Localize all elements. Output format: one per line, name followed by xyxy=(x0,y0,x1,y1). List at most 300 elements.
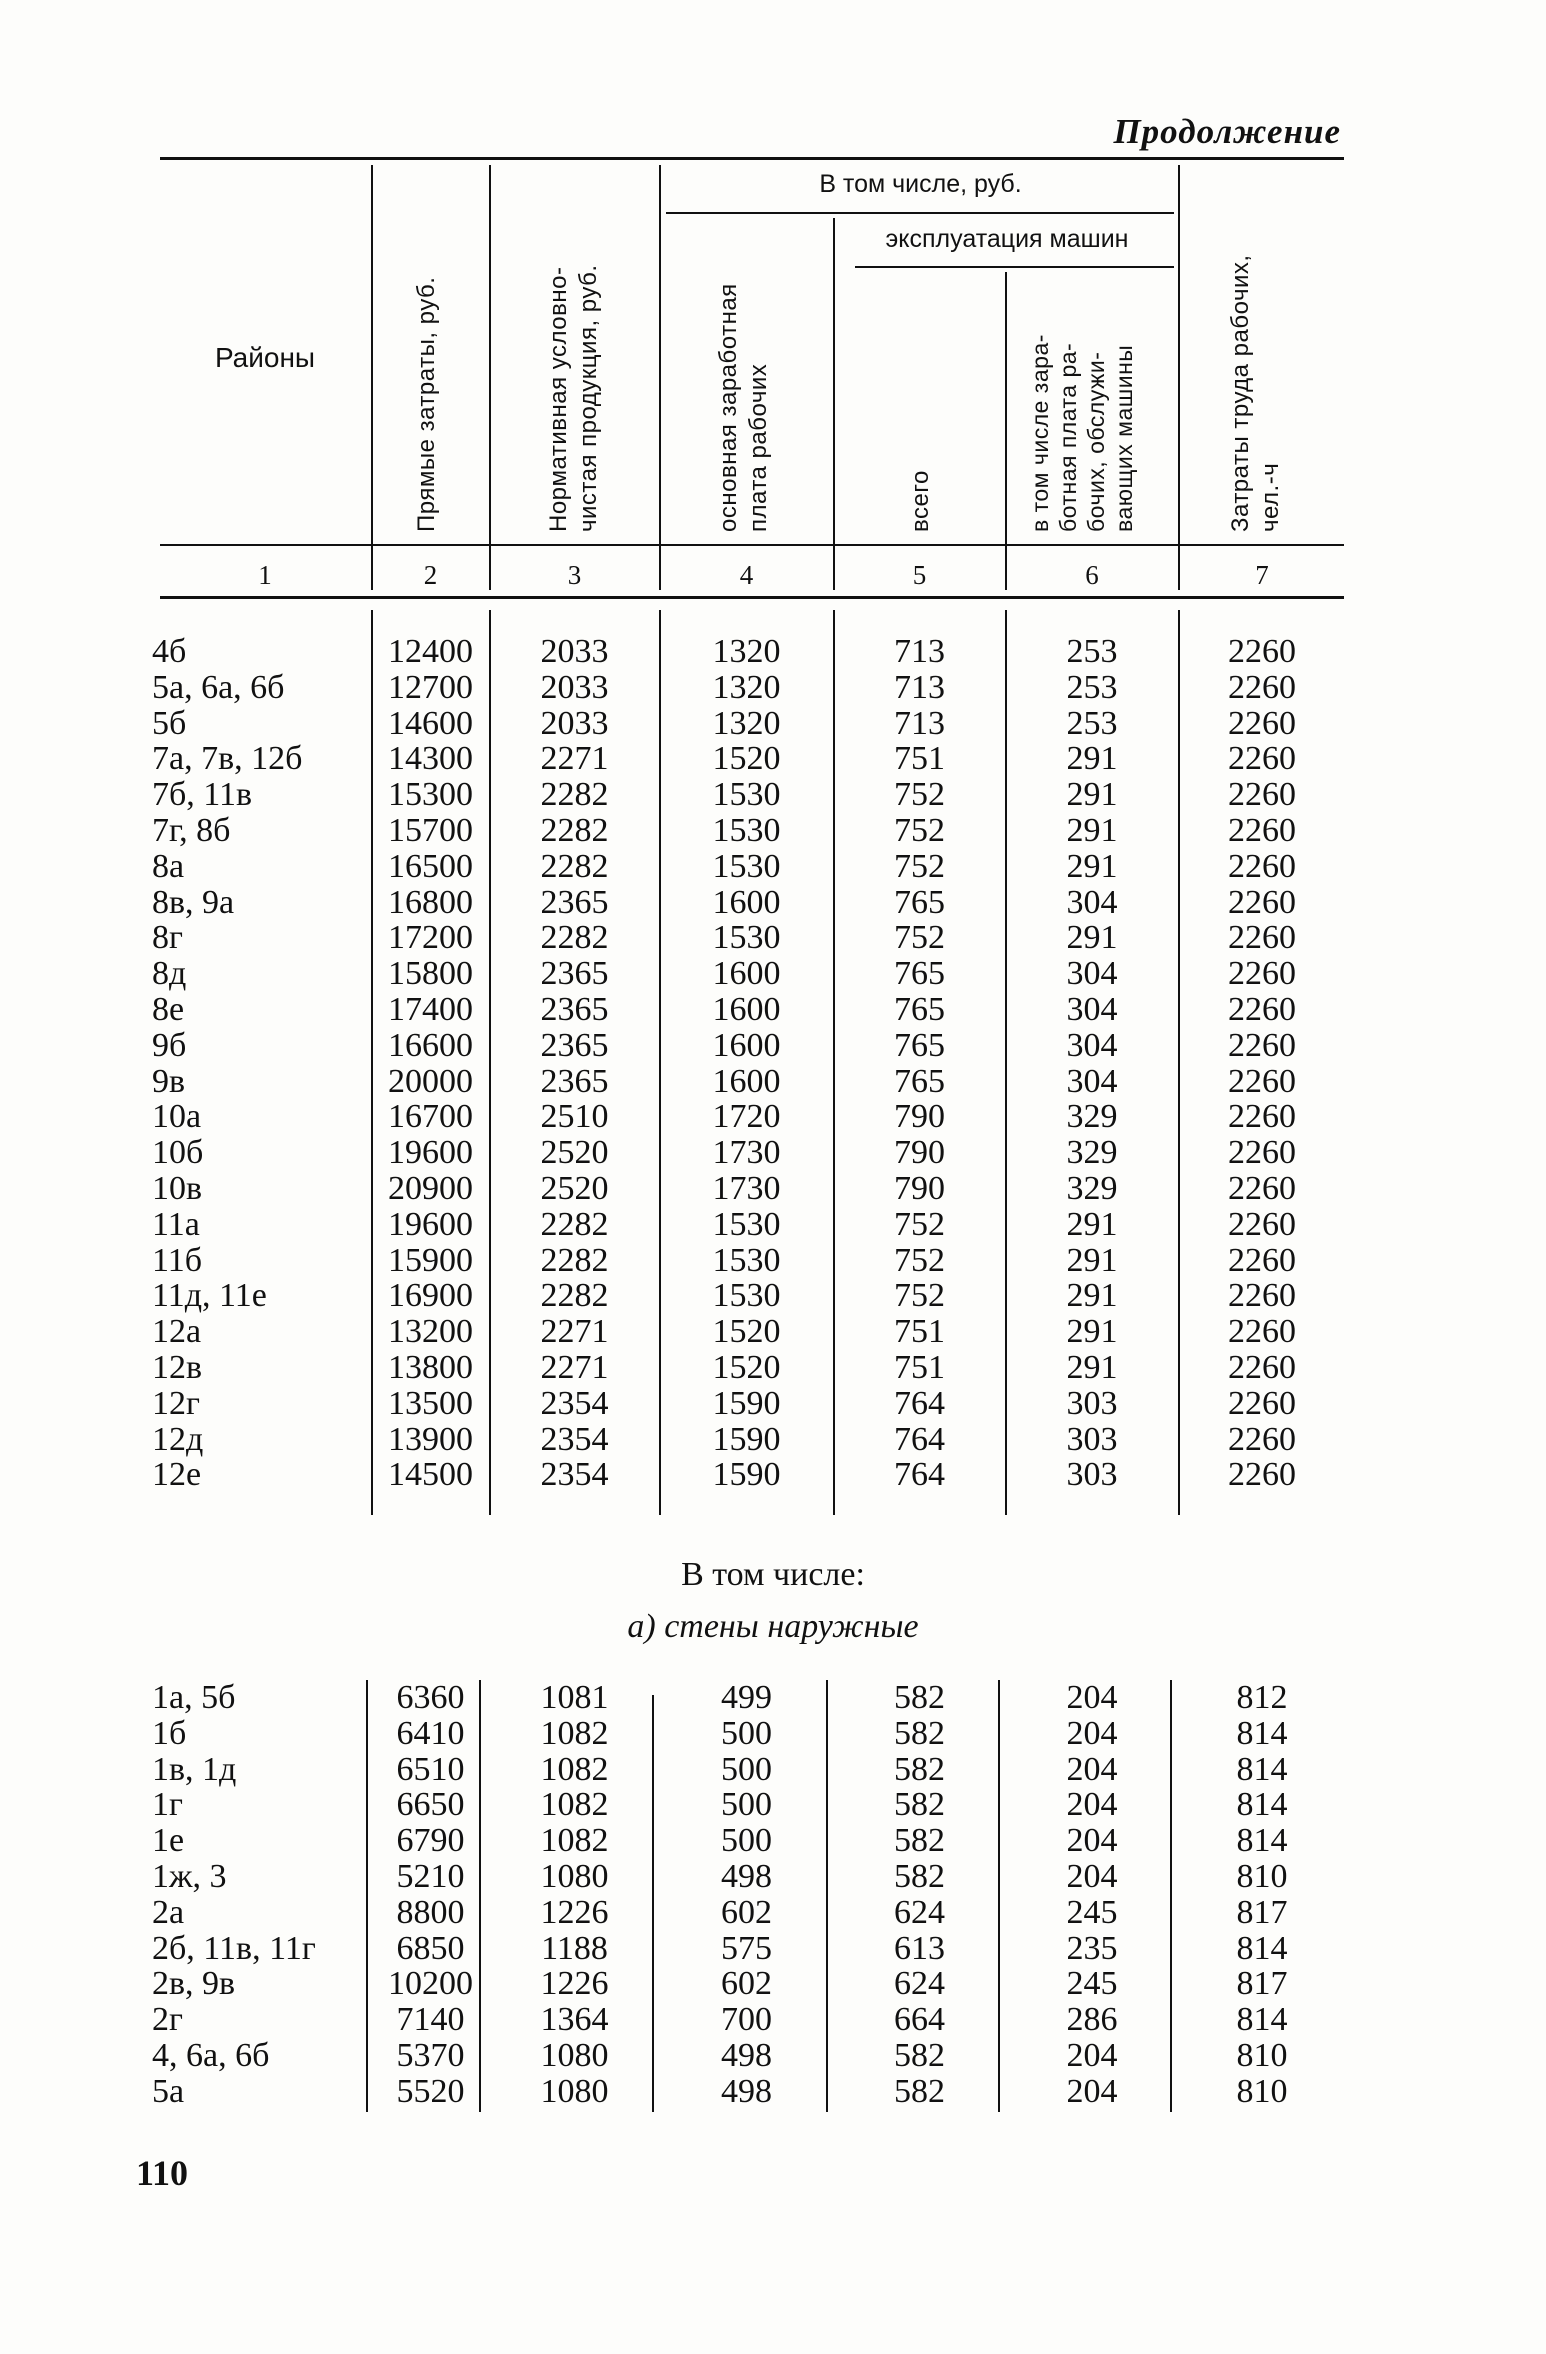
cell-region: 12г xyxy=(152,1384,200,1422)
cell-direct-costs: 16600 xyxy=(388,1026,473,1064)
cell-machine-total: 752 xyxy=(894,919,945,957)
cell-machine-total: 752 xyxy=(894,1205,945,1243)
cell-labor-costs: 814 xyxy=(1236,1822,1288,1860)
cell-direct-costs: 16800 xyxy=(388,883,473,921)
table-row xyxy=(0,2074,1546,2110)
cell-direct-costs: 17200 xyxy=(388,919,473,957)
cell-base-wages: 1590 xyxy=(712,1420,781,1458)
col-divider-4 xyxy=(833,218,835,590)
header-regions: Районы xyxy=(214,342,316,373)
cell-labor-costs: 814 xyxy=(1236,1714,1288,1752)
cell-region: 12д xyxy=(152,1420,204,1458)
cell-normative-product: 1081 xyxy=(540,1679,609,1716)
cell-labor-costs: 2260 xyxy=(1228,1420,1296,1458)
cell-labor-costs: 2260 xyxy=(1228,1349,1296,1386)
cell-region: 10б xyxy=(152,1134,204,1172)
cell-labor-costs: 2260 xyxy=(1228,1134,1296,1172)
cell-direct-costs: 13800 xyxy=(388,1349,473,1386)
table-row xyxy=(0,885,1546,921)
cell-direct-costs: 8800 xyxy=(396,1893,465,1931)
cell-machine-total: 624 xyxy=(894,1965,945,2003)
page-number: 110 xyxy=(136,2153,189,2193)
cell-labor-costs: 814 xyxy=(1236,1786,1288,1824)
table-row xyxy=(0,1680,1546,1716)
cell-base-wages: 1530 xyxy=(712,1241,781,1279)
column-number: 4 xyxy=(739,560,754,590)
table-row xyxy=(0,1823,1546,1859)
cell-machine-wages: 245 xyxy=(1066,1965,1118,2003)
cell-labor-costs: 2260 xyxy=(1228,812,1296,849)
cell-region: 10а xyxy=(152,1098,202,1136)
cell-base-wages: 498 xyxy=(721,1858,772,1895)
cell-machine-total: 765 xyxy=(894,991,945,1028)
cell-normative-product: 1082 xyxy=(540,1750,609,1788)
cell-base-wages: 1590 xyxy=(712,1456,781,1494)
cell-direct-costs: 14300 xyxy=(388,740,473,778)
table-row xyxy=(0,1787,1546,1823)
table-row xyxy=(0,1895,1546,1931)
cell-normative-product: 2282 xyxy=(540,812,609,849)
cell-machine-total: 751 xyxy=(894,740,945,778)
cell-machine-total: 582 xyxy=(894,2072,945,2110)
cell-machine-total: 582 xyxy=(894,1714,945,1752)
header-machine-operation: эксплуатация машин xyxy=(885,225,1129,253)
cell-normative-product: 2282 xyxy=(540,847,609,885)
cell-labor-costs: 810 xyxy=(1236,1858,1288,1895)
cell-base-wages: 1530 xyxy=(712,847,781,885)
cell-base-wages: 575 xyxy=(721,1929,772,1967)
cell-region: 7б, 11в xyxy=(152,776,253,814)
table-row xyxy=(0,956,1546,992)
header-total: всего xyxy=(907,470,934,532)
cell-labor-costs: 2260 xyxy=(1228,955,1296,993)
cell-normative-product: 2365 xyxy=(540,883,609,921)
table-row xyxy=(0,706,1546,742)
table-row xyxy=(0,1207,1546,1243)
table-row xyxy=(0,2002,1546,2038)
cell-normative-product: 2510 xyxy=(540,1098,609,1136)
cell-labor-costs: 2260 xyxy=(1228,1098,1296,1136)
cell-direct-costs: 15900 xyxy=(388,1241,473,1279)
cell-base-wages: 1600 xyxy=(712,991,781,1028)
cell-direct-costs: 16500 xyxy=(388,847,473,885)
column-number: 3 xyxy=(567,560,582,590)
table-row xyxy=(0,2038,1546,2074)
cell-labor-costs: 2260 xyxy=(1228,1062,1296,1100)
cell-direct-costs: 10200 xyxy=(388,1965,473,2003)
cell-machine-wages: 291 xyxy=(1066,812,1118,849)
cell-machine-total: 764 xyxy=(894,1456,945,1494)
cell-machine-wages: 291 xyxy=(1066,1241,1118,1279)
cell-region: 8д xyxy=(152,955,187,993)
cell-labor-costs: 2260 xyxy=(1228,919,1296,957)
header-bottom-rule xyxy=(160,544,1344,546)
cell-labor-costs: 814 xyxy=(1236,1929,1288,1967)
col-divider-3 xyxy=(659,165,661,590)
cell-direct-costs: 14500 xyxy=(388,1456,473,1494)
cell-region: 7а, 7в, 12б xyxy=(152,740,303,778)
cell-direct-costs: 19600 xyxy=(388,1134,473,1172)
table-row xyxy=(0,741,1546,777)
cell-machine-wages: 204 xyxy=(1066,2072,1118,2110)
cell-region: 1е xyxy=(152,1822,185,1860)
cell-labor-costs: 2260 xyxy=(1228,1313,1296,1351)
column-numbers-rule xyxy=(160,596,1344,599)
col-divider-1 xyxy=(371,165,373,590)
table-row xyxy=(0,1966,1546,2002)
table-row xyxy=(0,1859,1546,1895)
cell-labor-costs: 2260 xyxy=(1228,883,1296,921)
cell-base-wages: 1530 xyxy=(712,1205,781,1243)
cell-base-wages: 602 xyxy=(721,1965,772,2003)
cell-machine-total: 765 xyxy=(894,955,945,993)
col-divider-2 xyxy=(489,165,491,590)
column-number: 7 xyxy=(1255,560,1269,590)
col-divider-6 xyxy=(1178,165,1180,590)
cell-normative-product: 1080 xyxy=(540,2037,609,2074)
machine-rule xyxy=(855,266,1174,268)
cell-labor-costs: 2260 xyxy=(1228,1456,1296,1494)
cell-machine-total: 752 xyxy=(894,776,945,814)
cell-region: 5б xyxy=(152,704,187,742)
cell-labor-costs: 814 xyxy=(1236,1750,1288,1788)
cell-base-wages: 1530 xyxy=(712,919,781,957)
cell-machine-total: 582 xyxy=(894,1679,945,1716)
cell-machine-total: 713 xyxy=(894,633,945,670)
cell-base-wages: 1730 xyxy=(712,1170,781,1207)
cell-region: 8г xyxy=(152,919,183,957)
cell-machine-total: 765 xyxy=(894,883,945,921)
cell-base-wages: 1320 xyxy=(712,633,781,670)
cell-region: 5а xyxy=(152,2072,185,2110)
cell-machine-total: 664 xyxy=(894,2001,945,2039)
cell-region: 5а, 6а, 6б xyxy=(152,668,285,706)
cell-labor-costs: 2260 xyxy=(1228,1241,1296,1279)
cell-normative-product: 2365 xyxy=(540,1026,609,1064)
cell-normative-product: 2354 xyxy=(540,1456,609,1494)
cell-machine-total: 752 xyxy=(894,1277,945,1315)
cell-normative-product: 2282 xyxy=(540,1241,609,1279)
cell-machine-wages: 245 xyxy=(1066,1893,1118,1931)
cell-normative-product: 1082 xyxy=(540,1714,609,1752)
cell-normative-product: 2282 xyxy=(540,919,609,957)
cell-machine-total: 752 xyxy=(894,812,945,849)
cell-direct-costs: 15800 xyxy=(388,955,473,993)
cell-base-wages: 1320 xyxy=(712,668,781,706)
cell-machine-wages: 291 xyxy=(1066,919,1118,957)
cell-machine-wages: 204 xyxy=(1066,1786,1118,1824)
cell-region: 2б, 11в, 11г xyxy=(152,1929,316,1967)
cell-region: 11б xyxy=(152,1241,203,1279)
cell-direct-costs: 6650 xyxy=(396,1786,465,1824)
cell-direct-costs: 6410 xyxy=(396,1714,465,1752)
cell-machine-total: 613 xyxy=(894,1929,945,1967)
cell-direct-costs: 15700 xyxy=(388,812,473,849)
cell-region: 12е xyxy=(152,1456,202,1494)
cell-normative-product: 2282 xyxy=(540,776,609,814)
table-row xyxy=(0,1931,1546,1967)
cell-base-wages: 1600 xyxy=(712,883,781,921)
cell-labor-costs: 2260 xyxy=(1228,1384,1296,1422)
cell-direct-costs: 6510 xyxy=(396,1750,465,1788)
cell-region: 1а, 5б xyxy=(152,1679,236,1716)
table-row xyxy=(0,813,1546,849)
cell-direct-costs: 12700 xyxy=(388,668,473,706)
cell-machine-wages: 304 xyxy=(1066,883,1118,921)
cell-direct-costs: 14600 xyxy=(388,704,473,742)
table-row xyxy=(0,849,1546,885)
cell-region: 2а xyxy=(152,1893,185,1931)
cell-direct-costs: 16700 xyxy=(388,1098,473,1136)
cell-machine-wages: 304 xyxy=(1066,1026,1118,1064)
cell-base-wages: 1530 xyxy=(712,1277,781,1315)
table-row xyxy=(0,1064,1546,1100)
cell-direct-costs: 5520 xyxy=(396,2072,465,2110)
cell-region: 8е xyxy=(152,991,185,1028)
cell-region: 11д, 11е xyxy=(152,1277,267,1315)
table-row xyxy=(0,1386,1546,1422)
cell-direct-costs: 5210 xyxy=(396,1858,465,1895)
table-row xyxy=(0,1135,1546,1171)
cell-region: 10в xyxy=(152,1170,203,1207)
table-row xyxy=(0,920,1546,956)
cell-machine-total: 764 xyxy=(894,1420,945,1458)
cell-machine-wages: 329 xyxy=(1066,1134,1118,1172)
cell-machine-wages: 204 xyxy=(1066,2037,1118,2074)
cell-normative-product: 2365 xyxy=(540,955,609,993)
cell-machine-wages: 303 xyxy=(1066,1420,1118,1458)
cell-machine-total: 713 xyxy=(894,668,945,706)
cell-base-wages: 1520 xyxy=(712,1313,781,1351)
cell-labor-costs: 817 xyxy=(1236,1893,1288,1931)
cell-machine-total: 582 xyxy=(894,1822,945,1860)
cell-machine-total: 624 xyxy=(894,1893,945,1931)
cell-base-wages: 500 xyxy=(721,1822,772,1860)
cell-normative-product: 2365 xyxy=(540,991,609,1028)
cell-machine-total: 582 xyxy=(894,1750,945,1788)
table-row xyxy=(0,992,1546,1028)
cell-region: 7г, 8б xyxy=(152,812,231,849)
cell-machine-total: 751 xyxy=(894,1313,945,1351)
cell-labor-costs: 2260 xyxy=(1228,633,1296,670)
header-base-wages: основная заработная плата рабочих xyxy=(715,283,772,532)
table-row xyxy=(0,1422,1546,1458)
table-row xyxy=(0,1278,1546,1314)
cell-normative-product: 2271 xyxy=(540,1349,609,1386)
cell-normative-product: 1080 xyxy=(540,2072,609,2110)
cell-direct-costs: 20900 xyxy=(388,1170,473,1207)
cell-machine-wages: 291 xyxy=(1066,1277,1118,1315)
cell-direct-costs: 6850 xyxy=(396,1929,465,1967)
cell-base-wages: 1730 xyxy=(712,1134,781,1172)
cell-base-wages: 1520 xyxy=(712,740,781,778)
cell-direct-costs: 19600 xyxy=(388,1205,473,1243)
table-row xyxy=(0,1099,1546,1135)
cell-normative-product: 1188 xyxy=(541,1929,608,1967)
cell-labor-costs: 2260 xyxy=(1228,740,1296,778)
cell-base-wages: 1320 xyxy=(712,704,781,742)
cell-region: 2г xyxy=(152,2001,183,2039)
cell-machine-total: 713 xyxy=(894,704,945,742)
cell-region: 1б xyxy=(152,1714,187,1752)
cell-region: 2в, 9в xyxy=(152,1965,236,2003)
col-divider-5 xyxy=(1005,272,1007,590)
cell-machine-wages: 303 xyxy=(1066,1384,1118,1422)
cell-normative-product: 2282 xyxy=(540,1277,609,1315)
cell-direct-costs: 6360 xyxy=(396,1679,465,1716)
cell-region: 12в xyxy=(152,1349,203,1386)
cell-normative-product: 2354 xyxy=(540,1420,609,1458)
cell-direct-costs: 7140 xyxy=(396,2001,465,2039)
column-number: 1 xyxy=(258,560,272,590)
cell-machine-wages: 291 xyxy=(1066,1205,1118,1243)
cell-machine-wages: 204 xyxy=(1066,1750,1118,1788)
cell-normative-product: 2271 xyxy=(540,740,609,778)
cell-normative-product: 1226 xyxy=(540,1893,609,1931)
cell-direct-costs: 13500 xyxy=(388,1384,473,1422)
header-incl-wages-machine: в том числе зара- ботная плата ра- бочих, обслужи- вающих машины xyxy=(1027,334,1137,532)
cell-machine-total: 765 xyxy=(894,1062,945,1100)
cell-machine-wages: 204 xyxy=(1066,1822,1118,1860)
cell-normative-product: 2520 xyxy=(540,1134,609,1172)
cell-machine-wages: 329 xyxy=(1066,1170,1118,1207)
cell-normative-product: 2282 xyxy=(540,1205,609,1243)
cell-machine-wages: 291 xyxy=(1066,776,1118,814)
table-row xyxy=(0,1243,1546,1279)
cell-labor-costs: 2260 xyxy=(1228,668,1296,706)
cell-base-wages: 500 xyxy=(721,1714,772,1752)
cell-base-wages: 1530 xyxy=(712,812,781,849)
cell-region: 12а xyxy=(152,1313,202,1351)
including-rule xyxy=(666,212,1174,214)
cell-region: 4, 6а, 6б xyxy=(152,2037,270,2074)
header-normative-product: Нормативная условно- чистая продукция, руб. xyxy=(545,264,602,532)
cell-machine-wages: 253 xyxy=(1066,633,1118,670)
cell-direct-costs: 17400 xyxy=(388,991,473,1028)
cell-labor-costs: 2260 xyxy=(1228,704,1296,742)
cell-base-wages: 1600 xyxy=(712,955,781,993)
cell-base-wages: 498 xyxy=(721,2037,772,2074)
section-including-caption: В том числе: xyxy=(681,1556,865,1593)
cell-direct-costs: 12400 xyxy=(388,633,473,670)
cell-machine-wages: 204 xyxy=(1066,1679,1118,1716)
cell-direct-costs: 13900 xyxy=(388,1420,473,1458)
cell-machine-total: 751 xyxy=(894,1349,945,1386)
cell-base-wages: 1520 xyxy=(712,1349,781,1386)
cell-region: 8а xyxy=(152,847,185,885)
cell-machine-total: 752 xyxy=(894,847,945,885)
cell-labor-costs: 810 xyxy=(1236,2072,1288,2110)
table-row xyxy=(0,777,1546,813)
cell-labor-costs: 2260 xyxy=(1228,1170,1296,1207)
cell-machine-wages: 253 xyxy=(1066,668,1118,706)
cell-normative-product: 2271 xyxy=(540,1313,609,1351)
cell-normative-product: 1364 xyxy=(540,2001,609,2039)
header-labor-costs: Затраты труда рабочих, чел.-ч xyxy=(1227,254,1284,532)
cell-base-wages: 602 xyxy=(721,1893,772,1931)
cell-normative-product: 2033 xyxy=(540,633,609,670)
cell-direct-costs: 16900 xyxy=(388,1277,473,1315)
cell-labor-costs: 2260 xyxy=(1228,847,1296,885)
cell-region: 1г xyxy=(152,1786,183,1824)
cell-machine-total: 790 xyxy=(894,1170,945,1207)
cell-region: 9б xyxy=(152,1026,187,1064)
table-row xyxy=(0,634,1546,670)
cell-labor-costs: 814 xyxy=(1236,2001,1288,2039)
cell-machine-wages: 291 xyxy=(1066,1349,1118,1386)
cell-normative-product: 1080 xyxy=(540,1858,609,1895)
cell-normative-product: 1226 xyxy=(540,1965,609,2003)
cell-base-wages: 1530 xyxy=(712,776,781,814)
cell-normative-product: 2520 xyxy=(540,1170,609,1207)
cell-region: 1ж, 3 xyxy=(152,1858,227,1895)
cell-base-wages: 1600 xyxy=(712,1062,781,1100)
cell-machine-total: 582 xyxy=(894,1858,945,1895)
cell-machine-wages: 286 xyxy=(1066,2001,1118,2039)
table-row xyxy=(0,1752,1546,1788)
cell-region: 1в, 1д xyxy=(152,1750,237,1788)
cell-normative-product: 2365 xyxy=(540,1062,609,1100)
cell-base-wages: 500 xyxy=(721,1750,772,1788)
table-row xyxy=(0,670,1546,706)
cell-machine-total: 582 xyxy=(894,2037,945,2074)
column-number: 2 xyxy=(423,560,438,590)
cell-machine-total: 790 xyxy=(894,1098,945,1136)
continuation-label: Продолжение xyxy=(1113,112,1341,151)
cell-base-wages: 500 xyxy=(721,1786,772,1824)
cell-base-wages: 1600 xyxy=(712,1026,781,1064)
cell-direct-costs: 20000 xyxy=(388,1062,473,1100)
cell-base-wages: 1720 xyxy=(712,1098,781,1136)
table-row xyxy=(0,1716,1546,1752)
section-subsection-caption: а) стены наружные xyxy=(627,1608,919,1645)
cell-machine-wages: 235 xyxy=(1066,1929,1118,1967)
cell-machine-wages: 291 xyxy=(1066,1313,1118,1351)
cell-machine-wages: 304 xyxy=(1066,1062,1118,1100)
cell-region: 8в, 9а xyxy=(152,883,235,921)
cell-machine-wages: 304 xyxy=(1066,955,1118,993)
cell-normative-product: 2354 xyxy=(540,1384,609,1422)
cell-labor-costs: 2260 xyxy=(1228,1026,1296,1064)
table-row xyxy=(0,1171,1546,1207)
header-direct-costs: Прямые затраты, руб. xyxy=(413,276,440,532)
cell-machine-wages: 253 xyxy=(1066,704,1118,742)
cell-region: 9в xyxy=(152,1062,186,1100)
cell-normative-product: 1082 xyxy=(540,1786,609,1824)
cell-labor-costs: 2260 xyxy=(1228,776,1296,814)
cell-machine-wages: 291 xyxy=(1066,740,1118,778)
cell-region: 11а xyxy=(152,1205,200,1243)
cell-machine-wages: 291 xyxy=(1066,847,1118,885)
cell-machine-total: 582 xyxy=(894,1786,945,1824)
column-number: 5 xyxy=(912,560,927,590)
table-row xyxy=(0,1314,1546,1350)
cell-base-wages: 498 xyxy=(721,2072,772,2110)
cell-machine-wages: 329 xyxy=(1066,1098,1118,1136)
cell-machine-total: 764 xyxy=(894,1384,945,1422)
cell-normative-product: 2033 xyxy=(540,704,609,742)
table-row xyxy=(0,1350,1546,1386)
cell-labor-costs: 2260 xyxy=(1228,1277,1296,1315)
cell-machine-total: 765 xyxy=(894,1026,945,1064)
cell-labor-costs: 2260 xyxy=(1228,991,1296,1028)
cell-machine-total: 790 xyxy=(894,1134,945,1172)
cell-labor-costs: 2260 xyxy=(1228,1205,1296,1243)
cell-direct-costs: 13200 xyxy=(388,1313,473,1351)
header-including: В том числе, руб. xyxy=(819,170,1022,198)
cell-labor-costs: 812 xyxy=(1236,1679,1288,1716)
cell-base-wages: 499 xyxy=(721,1679,772,1716)
